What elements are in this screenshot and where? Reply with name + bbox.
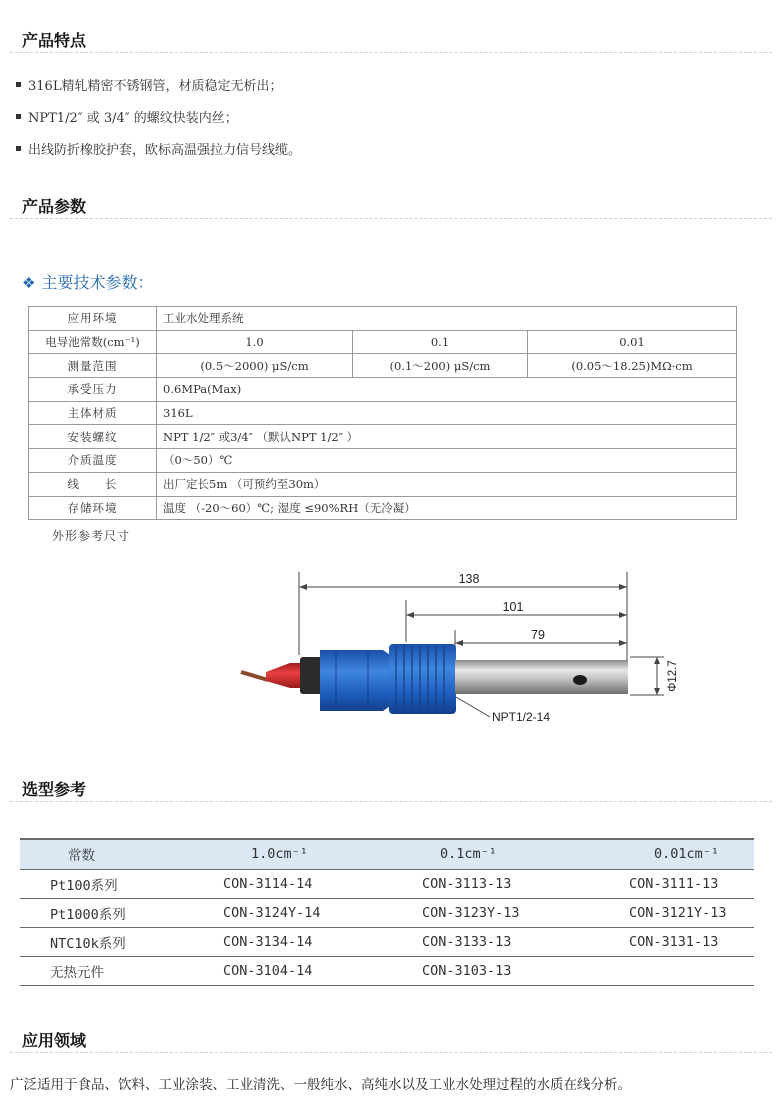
sensor-dimension-drawing	[0, 560, 776, 760]
square-bullet-icon	[16, 114, 21, 119]
spec-label: 应用环境	[29, 307, 157, 331]
spec-value: 1.0	[157, 330, 353, 354]
tube-hole	[573, 675, 587, 685]
feature-text: 316L精轧精密不锈钢管，材质稳定无析出；	[28, 79, 283, 94]
selection-cell: CON-3134-14	[223, 927, 422, 956]
spec-value: 出厂定长5m （可预约至30m）	[157, 472, 737, 496]
signal-cable	[241, 672, 268, 680]
table-row	[20, 927, 754, 956]
spec-value: 温度 （-20～60）℃; 湿度 ≤90%RH（无冷凝）	[157, 496, 737, 520]
spec-row	[29, 330, 737, 354]
spec-row	[29, 425, 737, 449]
blue-sensor-body	[320, 650, 390, 711]
spec-label: 介质温度	[29, 449, 157, 473]
spec-label: 承受压力	[29, 378, 157, 402]
application-text: 广泛适用于食品、饮料、工业涂装、工业清洗、一般纯水、高纯水以及工业水处理过程的水质在线分析。	[10, 1077, 631, 1093]
spec-label: 主体材质	[29, 401, 157, 425]
thread-section	[389, 644, 456, 714]
square-bullet-icon	[16, 82, 21, 87]
spec-row	[29, 496, 737, 520]
spec-label: 安装螺纹	[29, 425, 157, 449]
black-collar	[300, 657, 322, 694]
spec-label: 测量范围	[29, 354, 157, 378]
application-section-title: 应用领域	[22, 1031, 87, 1050]
spec-value: 316L	[157, 401, 737, 425]
spec-row	[29, 401, 737, 425]
tech-params-heading-text: 主要技术参数：	[41, 273, 154, 292]
section-divider	[10, 52, 772, 53]
selection-cell: NTC10k系列	[20, 927, 223, 956]
spec-value: 0.6MPa(Max)	[157, 378, 737, 402]
diamond-bullet-icon: ❖	[22, 274, 36, 292]
tech-params-heading	[22, 270, 153, 293]
dim-diameter-label: Φ12.7	[667, 660, 679, 692]
red-cable-boot	[266, 663, 302, 688]
spec-value: 工业水处理系统	[157, 307, 737, 331]
spec-row	[29, 307, 737, 331]
selection-header: 1.0cm⁻¹	[223, 839, 422, 869]
dim-tube-length-label: 79	[531, 628, 545, 642]
feature-item	[16, 75, 282, 94]
selection-cell: Pt100系列	[20, 869, 223, 898]
table-row	[20, 956, 754, 985]
selection-cell: 无热元件	[20, 956, 223, 985]
spec-value: NPT 1/2″ 或3/4″ （默认NPT 1/2″ ）	[157, 425, 737, 449]
feature-text: 出线防折橡胶护套，欧标高温强拉力信号线缆。	[28, 143, 302, 158]
selection-cell: CON-3133-13	[422, 927, 629, 956]
feature-item	[16, 107, 238, 126]
table-row	[20, 869, 754, 898]
feature-item	[16, 139, 301, 158]
dim-thread-label: NPT1/2-14	[492, 710, 551, 724]
selection-cell: CON-3111-13	[629, 869, 754, 898]
spec-value: (0.05～18.25)MΩ·cm	[528, 354, 737, 378]
selection-cell: CON-3131-13	[629, 927, 754, 956]
spec-row	[29, 354, 737, 378]
section-divider	[10, 1052, 772, 1053]
square-bullet-icon	[16, 146, 21, 151]
section-divider	[10, 801, 772, 802]
selection-cell: CON-3124Y-14	[223, 898, 422, 927]
dimension-caption: 外形参考尺寸	[52, 529, 131, 543]
selection-cell	[629, 956, 754, 985]
selection-header-row	[20, 839, 754, 869]
spec-table	[28, 306, 737, 520]
spec-label: 存储环境	[29, 496, 157, 520]
features-section-title: 产品特点	[22, 31, 87, 50]
selection-cell: Pt1000系列	[20, 898, 223, 927]
spec-row	[29, 378, 737, 402]
steel-tube	[455, 660, 628, 694]
selection-cell: CON-3123Y-13	[422, 898, 629, 927]
selection-header: 常数	[20, 839, 223, 869]
spec-value: （0～50）℃	[157, 449, 737, 473]
spec-value: 0.01	[528, 330, 737, 354]
section-divider	[10, 218, 772, 219]
spec-value: (0.5～2000) μS/cm	[157, 354, 353, 378]
selection-section-title: 选型参考	[22, 780, 87, 799]
feature-text: NPT1/2″ 或 3/4″ 的螺纹快装内丝；	[28, 111, 238, 126]
selection-cell: CON-3103-13	[422, 956, 629, 985]
selection-cell: CON-3104-14	[223, 956, 422, 985]
spec-row	[29, 449, 737, 473]
params-section-title: 产品参数	[22, 197, 87, 216]
dim-total-length-label: 138	[458, 572, 480, 586]
dim-mid-length-label: 101	[502, 600, 524, 614]
selection-header: 0.01cm⁻¹	[629, 839, 754, 869]
selection-table	[20, 838, 754, 986]
selection-cell: CON-3121Y-13	[629, 898, 754, 927]
selection-header: 0.1cm⁻¹	[422, 839, 629, 869]
table-row	[20, 898, 754, 927]
selection-cell: CON-3114-14	[223, 869, 422, 898]
spec-row	[29, 472, 737, 496]
selection-cell: CON-3113-13	[422, 869, 629, 898]
spec-value: 0.1	[353, 330, 528, 354]
spec-label: 线 长	[29, 472, 157, 496]
spec-value: (0.1～200) μS/cm	[353, 354, 528, 378]
spec-label: 电导池常数(cm⁻¹)	[29, 330, 157, 354]
